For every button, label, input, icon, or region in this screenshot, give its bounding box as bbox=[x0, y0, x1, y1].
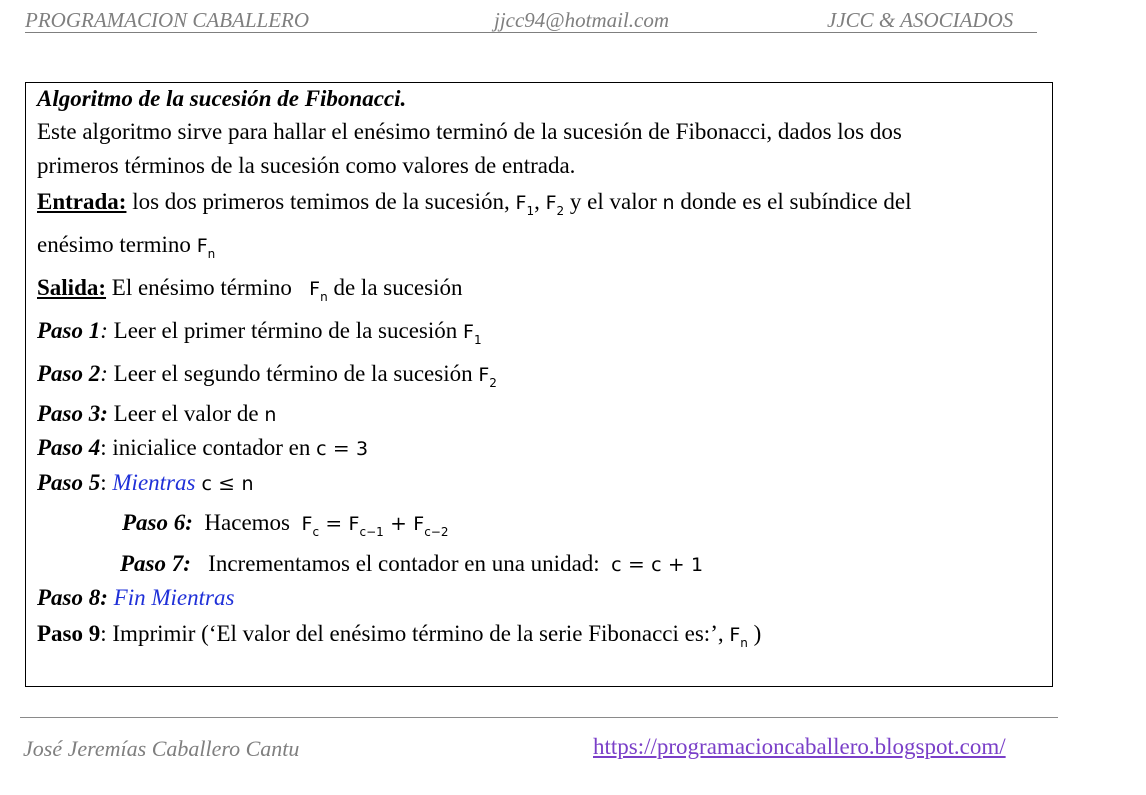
header-email: jjcc94@hotmail.com bbox=[494, 8, 670, 32]
paso2-label: Paso 2 bbox=[37, 361, 101, 386]
paso6-plus: + bbox=[383, 511, 414, 535]
paso5-line bbox=[37, 470, 253, 496]
paso2-text: Leer el segundo término de la sucesión bbox=[107, 361, 479, 386]
paso5-n: n bbox=[241, 473, 254, 495]
header-left: PROGRAMACION CABALLERO bbox=[25, 8, 310, 32]
paso1-f: F bbox=[463, 321, 474, 343]
paso3-label: Paso 3: bbox=[37, 401, 108, 426]
paso1-label: Paso 1 bbox=[37, 318, 101, 343]
intro-line-1: Este algoritmo sirve para hallar el enésimo terminó de la sucesión de Fibonacci, dados los dos bbox=[37, 119, 902, 144]
entrada-rest: donde es el subíndice del bbox=[674, 189, 912, 214]
entrada-line bbox=[37, 189, 912, 218]
footer-divider bbox=[20, 717, 1058, 718]
salida-line bbox=[37, 275, 463, 304]
paso9-text: : Imprimir (‘El valor del enésimo término de la serie Fibonacci es:’, bbox=[100, 621, 730, 646]
paso1-line bbox=[37, 318, 482, 347]
paso3-n: n bbox=[264, 404, 277, 426]
f1-subscript: 1 bbox=[526, 204, 535, 218]
fn-subscript: n bbox=[207, 247, 216, 261]
paso5-le: ≤ bbox=[211, 471, 242, 495]
paso7-line bbox=[120, 551, 703, 577]
paso7-c1: c bbox=[611, 554, 622, 576]
paso8-line bbox=[37, 585, 234, 611]
paso4-c: c bbox=[316, 438, 327, 460]
f2-subscript: 2 bbox=[556, 204, 565, 218]
footer-author: José Jeremías Caballero Cantu bbox=[23, 736, 300, 761]
f1-symbol: F bbox=[515, 192, 527, 214]
paso9-sub: n bbox=[740, 636, 748, 650]
paso1-colon: : bbox=[100, 318, 108, 343]
salida-rest: de la sucesión bbox=[327, 275, 463, 300]
paso6-f2: F bbox=[348, 513, 360, 535]
paso6-s2: c−1 bbox=[359, 525, 384, 539]
paso6-text: Hacemos bbox=[192, 510, 302, 535]
paso3-line bbox=[37, 401, 276, 427]
intro-line-2: primeros términos de la sucesión como valores de entrada. bbox=[37, 153, 576, 178]
paso7-c2: c bbox=[651, 554, 662, 576]
entrada-text: los dos primeros temimos de la sucesión, bbox=[126, 189, 516, 214]
header-right: JJCC & ASOCIADOS bbox=[827, 8, 1014, 32]
mientras-keyword: Mientras bbox=[112, 470, 196, 495]
paso9-close: ) bbox=[747, 621, 762, 646]
entrada-cont-line bbox=[37, 232, 216, 261]
paso2-f: F bbox=[478, 364, 490, 386]
paso6-s1: c bbox=[312, 525, 320, 539]
paso5-colon: : bbox=[100, 470, 113, 495]
entrada-label: Entrada: bbox=[37, 189, 127, 214]
paso1-sub: 1 bbox=[473, 333, 482, 347]
paso5-c: c bbox=[195, 473, 212, 495]
algorithm-title: Algoritmo de la sucesión de Fibonacci. bbox=[37, 86, 407, 111]
paso7-text: Incrementamos el contador en una unidad: bbox=[190, 551, 612, 576]
paso6-s3: c−2 bbox=[424, 525, 449, 539]
paso7-plus: + bbox=[661, 552, 692, 576]
paso7-one: 1 bbox=[691, 554, 704, 576]
paso9-f: F bbox=[729, 624, 741, 646]
paso6-eq: = bbox=[319, 511, 349, 535]
fn-symbol: F bbox=[196, 235, 208, 257]
paso2-line bbox=[37, 361, 497, 390]
salida-fn-subscript: n bbox=[320, 290, 328, 304]
salida-label: Salida: bbox=[37, 275, 107, 300]
paso4-val: 3 bbox=[356, 438, 369, 460]
paso3-text: Leer el valor de bbox=[107, 401, 265, 426]
paso5-label: Paso 5 bbox=[37, 470, 101, 495]
entrada-and: y el valor bbox=[564, 189, 663, 214]
n-symbol: n bbox=[662, 192, 675, 214]
paso7-eq: = bbox=[621, 552, 652, 576]
blog-link[interactable]: https://programacioncaballero.blogspot.com/ bbox=[593, 734, 1006, 759]
paso6-f1: F bbox=[301, 513, 313, 535]
paso9-label: Paso 9 bbox=[37, 621, 101, 646]
paso1-text: Leer el primer término de la sucesión bbox=[107, 318, 464, 343]
fin-mientras-keyword: Fin Mientras bbox=[107, 585, 235, 610]
entrada-comma: , bbox=[534, 189, 546, 214]
paso9-line bbox=[37, 621, 762, 650]
salida-fn-symbol: F bbox=[309, 278, 321, 300]
salida-text: El enésimo término bbox=[106, 275, 310, 300]
paso2-sub: 2 bbox=[489, 376, 497, 390]
paso4-text: : inicialice contador en bbox=[100, 435, 317, 460]
page-header bbox=[25, 6, 1037, 33]
f2-symbol: F bbox=[545, 192, 557, 214]
paso6-line bbox=[122, 510, 449, 539]
paso4-label: Paso 4 bbox=[37, 435, 101, 460]
paso2-colon: : bbox=[100, 361, 108, 386]
entrada-cont-text: enésimo termino bbox=[37, 232, 197, 257]
paso6-f3: F bbox=[413, 513, 425, 535]
paso8-label: Paso 8: bbox=[37, 585, 108, 610]
paso4-line bbox=[37, 435, 368, 461]
paso6-label: Paso 6: bbox=[122, 510, 193, 535]
paso7-label: Paso 7: bbox=[120, 551, 191, 576]
paso4-eq: = bbox=[326, 436, 357, 460]
